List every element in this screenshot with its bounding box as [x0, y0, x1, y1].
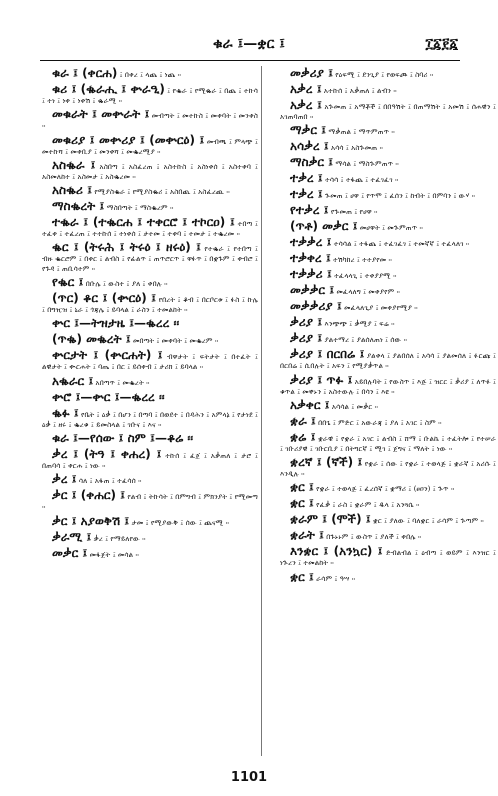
headword: ቋሬ ፤ [290, 429, 316, 444]
dictionary-entry [280, 512, 496, 526]
dictionary-entry [42, 332, 258, 346]
headword: መቃር ፤ [52, 545, 88, 560]
dictionary-entry [280, 235, 496, 249]
headword: እንቋር ፤ (አንኳር) ፤ [290, 544, 383, 559]
headword: (ጥቶ) መቃር ፤ [290, 219, 358, 234]
gloss: ተኩሰ ፤ ፈጀ ፤ አቃጠለ ፤ ታሮ ፤ በጠባሳ ፤ ቀርሐ ፤ ነው ፡፡ [42, 450, 258, 470]
gloss: ጕመጠ ፤ ሀዋ ፤ የጥሞ ፤ ፈሰን ፤ ከብት ፤ በምባን ፤ ውሃ ፡፡ [325, 191, 476, 201]
headword: ተቃረ ፤ [290, 187, 323, 202]
left-column [42, 66, 258, 562]
page-header [0, 36, 498, 58]
dictionary-entry [42, 82, 258, 105]
dictionary-entry [42, 183, 258, 197]
headword: ቋራት ፤ [290, 528, 324, 543]
headword: ቃር ፤ (ቀሐር) ፤ [52, 488, 126, 503]
dictionary-entry [42, 488, 258, 511]
headword: መቃቃር ፤ [290, 283, 335, 298]
headword: የቈር ፤ [52, 275, 84, 290]
gloss: በበጌ ፤ ምድር ፤ አውራጃ ፤ ያለ ፤ አገር ፤ ስም ፡፡ [318, 417, 442, 427]
dictionary-entry [280, 544, 496, 567]
dictionary-entry [280, 299, 496, 313]
gloss: ተፈላላጊ ፤ ተቀያያሚ ፡፡ [334, 271, 397, 281]
headword: መቃቃሪያ ፤ [290, 299, 342, 314]
gloss: አተኩሰ ፤ አቃጠለ ፤ ልብን ፡፡ [323, 86, 397, 95]
ethiopic-page-number: ፲፩፻፩ [425, 36, 458, 52]
gloss: ማሳል ፤ ማስጕምጠጥ ፡፡ [335, 159, 399, 169]
gloss: መሀዋት ፤ መጕምጠጥ ፡፡ [359, 223, 423, 233]
dictionary-entry [280, 66, 496, 80]
headword: አቃረ ፤ [290, 98, 322, 112]
dictionary-entry [280, 283, 496, 297]
gloss: ፤ በቀረ ፤ ላጨ ፤ ነጨ ፡፡ [119, 70, 182, 79]
dictionary-entry [280, 98, 496, 121]
headword: አቃቀር ፤ [290, 397, 330, 412]
headword: ቁራ ፤ (ቀርሐ) [52, 66, 118, 80]
dictionary-entry [280, 570, 496, 584]
gloss: የተቈራ ፤ የተበጣ ፤ ብዙ ቈርሮም ፤ በቀር ፤ ልብስ ፤ የፊልጥ ፤ ጠጥሮርጥ ፤ ዋፉጥ ፤ በቋጉም ፤ ቀብሮ ፤ የጉዳ ፤ ጠቢሳተም ፡፡ [42, 244, 258, 273]
headword: (ጥቈ) መቈረት ፤ [52, 332, 131, 347]
headword: ማስቈረት ፤ [52, 199, 105, 214]
dictionary-entry [280, 398, 496, 412]
headword: ተቈራ ፤ (ተቈርሐ ፤ ተቀርሮ ፤ ተኮርዐ) ፤ [52, 215, 235, 230]
gloss: መፈላለግ ፤ መቀያየም ፡፡ [336, 287, 400, 297]
dictionary-entry [280, 123, 496, 137]
headword: ቋራም ፤ (ሞች) ፤ [290, 512, 371, 527]
headword: ቈፉ ፤ [52, 405, 79, 420]
dictionary-entry [42, 66, 258, 80]
gloss: ቋራዊ ፤ የቋራ ፤ አገር ፤ ልብስ ፤ ሸማ ፤ ቡልኬ ፤ ተፈትሎ ፤ የተሠራ ፤ ገቡሪያዊ ፤ ገቡርቢያ ፤ በትግርኛ ፤ ሚገ ፤ ጀግና ፤ ማለት ፤ ነው ፡፡ [280, 433, 496, 453]
gloss: እንጭጭ ፤ ቃሚያ ፤ ፍሬ ፡፡ [324, 319, 395, 329]
gloss: ቃረ ፤ የማይለየው ፡፡ [93, 533, 146, 543]
gloss: የጕመጠ ፤ የሀዋ ፡፡ [330, 207, 378, 217]
gloss: የበረት ፤ ቆብ ፤ በርቦርቱ ፤ ፉስ ፤ ኩሌ ፤ በግዢዝ ፤ ኒራ ፤ ጎጃሌ ፤ ይባላል ፤ ራስን ፤ ተመልከት ፡፡ [42, 295, 258, 315]
headword: ማስቃር ፤ [290, 155, 334, 170]
headword: ቃሪያ ፤ [290, 315, 323, 330]
dictionary-entry [280, 187, 496, 201]
gloss: የፈቃ ፤ ራስ ፤ ቋራም ፤ ዱላ ፤ አንጓሴ ፡፡ [316, 500, 420, 510]
gloss: ማቃጠል ፤ ማጥምጠጥ ፡፡ [328, 127, 395, 137]
dictionary-entry [280, 414, 496, 428]
gloss: የቤት ፤ ዕቃ ፤ በሆን ፤ በጣባ ፤ በወደተ ፤ በዳሕን ፤ አምላኔ ፤ የታነደ ፤ ዕቃ ፤ ዘሩ ፤ ቈረቁ ፤ ይመስላል ፤ ገቡና ፤ እና ፡፡ [42, 409, 258, 429]
gloss: መብጣት ፤ መተኩስ ፤ መቀባት ፤ መንቀስ ፡፡ [42, 111, 258, 131]
dictionary-entry [42, 406, 258, 429]
headword: ቋራ ፤ [290, 413, 316, 428]
dictionary-entry [42, 546, 258, 560]
headword: ቍሮ ፤—ቍር ፤—ቈረረ ፡፡ [52, 389, 165, 404]
dictionary-entry [42, 158, 258, 181]
dictionary-entry [280, 315, 496, 329]
gloss: ያልቀላ ፤ ያልበሰለ ፤ አሳሳ ፤ ያልመሰለ ፤ ፉርጩ ፤ በርበሬ ፤ ሲበሉት ፤ አፍን ፤ የሚያቃጥል ፡፡ [280, 351, 496, 371]
dictionary-entry [280, 155, 496, 169]
gloss: አሳሳ ፤ አስጕመጠ ፡፡ [330, 143, 383, 153]
headword: ቋር ፤ [290, 569, 314, 584]
gloss: የሚያስቈራ ፤ የሚያስቈሪ ፤ አስበጪ ፤ አስፈረጪ ፡፡ [94, 187, 230, 197]
running-head: ቁራ ፤—ቋር ፤ [213, 36, 285, 52]
dictionary-entry [42, 215, 258, 238]
dictionary-entry [280, 373, 496, 396]
headword: ቈር ፤ (ትሩሕ ፤ ትሩዕ ፤ ዘሩዕ) ፤ [52, 240, 201, 255]
headword: አሳቃረ ፤ [290, 139, 329, 154]
gloss: መፋጀት ፤ መሳል ፡፡ [89, 549, 139, 559]
gloss: አስበጣ ፤ አስፈረጠ ፤ አስተኩስ ፤ አስነቀሰ ፤ አስተቀባ ፤ አስመለከተ ፤ አስመታ ፤ አስቈረመ ፡፡ [42, 161, 258, 181]
dictionary-entry [42, 431, 258, 445]
headword: መቃሪያ ፤ [290, 66, 333, 80]
dictionary-entry [42, 107, 258, 130]
headword: ቃረ ፤ (ትዓ ፤ ቀሐረ) ፤ [52, 446, 162, 461]
page-number: 1101 [230, 770, 268, 785]
dictionary-entry [280, 267, 496, 281]
gloss: ተሽካከረ ፤ ተተያየመ ፡፡ [333, 255, 392, 265]
headword: ቍር ፤—ትዝታዜ ፤—ቈረረ ፡፡ [52, 316, 180, 331]
headword: ተቃቀረ ፤ [290, 251, 331, 266]
dictionary-entry [280, 219, 496, 233]
gloss: ድብልብል ፤ ዕብጣ ፤ ወይም ፤ እንዝር ፤ ነጕረን ፤ ተመልከት ፡፡ [280, 548, 496, 568]
gloss: ማስበጣት ፤ ማስቈረም ፡፡ [106, 203, 174, 213]
gloss: አጕመጠ ፤ አማቾች ፤ በበዓሽት ፤ በጠማሽት ፤ አመሽ ፤ ሰሐዊን ፤ አገጠባጠበ ፡፡ [280, 102, 496, 121]
gloss: ተሳሳል ፤ ተፋጨ ፤ ተፈገፈገ ፤ ተመኛኛ ፤ ተፈላለገ ፡፡ [333, 239, 470, 249]
header-rule [40, 60, 460, 61]
dictionary-entry [280, 430, 496, 453]
headword: ቁራ ፤—የሰው ፤ ስም ፤—ቆሬ ፡፡ [52, 430, 194, 445]
dictionary-entry [42, 530, 258, 544]
gloss: ተሳሳ ፤ ተፋጨ ፤ ተፈገፈገ ፡፡ [325, 175, 399, 185]
dictionary-entry [280, 480, 496, 494]
headword: ተቃቃሪ ፤ [290, 267, 332, 282]
dictionary-entry [280, 203, 496, 217]
dictionary-entry [42, 374, 258, 388]
gloss: በቡሌ ፤ ውስተ ፤ ያለ ፤ ቀበሉ ፡፡ [85, 279, 168, 289]
dictionary-entry [42, 133, 258, 156]
dictionary-entry [280, 455, 496, 478]
dictionary-entry [42, 240, 258, 273]
column-divider [261, 66, 262, 756]
gloss: ብዋታት ፤ ፍትታት ፤ በተፈት ፤ ልዊታት ፤ ቍርሐት ፤ ባጤ ፤ በር ፤ ይሰቀብ ፤ ታሪክ ፤ ይባላል ፡፡ [42, 352, 258, 372]
dictionary-entry [42, 472, 258, 486]
headword: ተቃቃረ ፤ [290, 235, 332, 250]
gloss: ቋር ፤ ያለው ፤ ባለቋር ፤ ራሳም ፤ ጕጣም ፡፡ [373, 516, 484, 526]
dictionary-entry [280, 347, 496, 370]
gloss: ታመ ፤ የሚያውቅ ፤ ሰው ፤ ጨናሚ ፡፡ [131, 517, 230, 527]
dictionary-entry [42, 514, 258, 528]
headword: አስቈራ ፤ [52, 157, 96, 172]
gloss: አሳሳል ፤ መቃር ፡፡ [331, 401, 379, 411]
headword: ቃሪያ ፤ [290, 331, 323, 346]
headword: የተቃረ ፤ [290, 203, 329, 218]
gloss: ፤ የቈራ ፤ የሚቈራ ፤ በጨ ፤ ተኩሳ ፤ ተነ ፤ ነቀ ፤ ነቀሽ ፤ ቈራሚ ፡፡ [42, 86, 258, 105]
headword: አቃረ ፤ [290, 82, 322, 96]
dictionary-entry [280, 496, 496, 510]
headword: ማቃር ፤ [290, 123, 327, 138]
gloss: ሳለ ፤ አፋጠ ፤ ተፈሳሰ ፡፡ [78, 476, 142, 486]
headword: መቁሪያ ፤ መቍሪያ ፤ (መቍርዕ) ፤ [52, 132, 205, 147]
dictionary-entry [280, 331, 496, 345]
gloss: የቋራ ፤ ሰው ፤ የቋራ ፤ ተወላጅ ፤ ቋራኛ ፤ አሪሱ ፤ እንዲሉ ፡፡ [280, 459, 496, 479]
dictionary-entry [42, 275, 258, 289]
right-column [280, 66, 496, 586]
headword: (ጥር) ቆር ፤ (ቍርዕ) ፤ [52, 291, 157, 306]
gloss: መበጣት ፤ መቀባት ፤ መቈረም ፡፡ [133, 336, 219, 346]
dictionary-entry [280, 171, 496, 185]
headword: ቋር ፤ [290, 496, 314, 511]
gloss: መፈላለጊያ ፤ መቀያየሚያ ፡፡ [344, 303, 418, 313]
headword: አስቈሪ ፤ [52, 183, 93, 198]
gloss: ያልተማረ ፤ ያልሰለጠነ ፤ ሰው ፡፡ [324, 335, 408, 345]
dictionary-entry [280, 528, 496, 542]
headword: መቁራት ፤ መቍራት ፤ [52, 107, 150, 122]
headword: ቃሪያ ፤ በርበሬ ፤ [290, 347, 365, 362]
dictionary-entry [280, 251, 496, 265]
gloss: ራሳም ፤ ዓሣ ፡፡ [316, 573, 356, 583]
gloss: አይበሉባት ፤ የውስጥ ፤ እጅ ፤ ዝርር ፤ ቃሪያ ፤ ለጥፉ ፤ ቁጥል ፤ መቐኑን ፤ አስተውሉ ፤ በሳን ፤ እዩ ፡፡ [280, 376, 496, 396]
headword: ተቃረ ፤ [290, 171, 323, 186]
headword: ቃር ፤ አያወቅሽ ፤ [52, 513, 130, 528]
headword: ቋር ፤ [290, 480, 314, 495]
dictionary-entry [42, 316, 258, 330]
dictionary-entry [42, 390, 258, 404]
dictionary-entry [42, 348, 258, 371]
dictionary-entry [42, 447, 258, 470]
headword: ቃረ ፤ [52, 472, 77, 487]
headword: ቍርታት ፤ (ቍርሐት) ፤ [52, 348, 163, 363]
dictionary-entry [42, 291, 258, 314]
gloss: መብጫ ፤ ምላጭ ፤ መተኩሻ ፤ መቀቢያ ፤ መንቀሻ ፤ መቈረሚያ ፡፡ [42, 136, 258, 156]
gloss: የልብ ፤ ትኩሳት ፤ በምግብ ፤ ምክንያት ፤ የሚመጣ ፡፡ [42, 492, 258, 512]
dictionary-entry [280, 139, 496, 153]
gloss: በጉኑኑም ፤ ውስጥ ፤ ያለች ፤ ቀበሌ ፡፡ [326, 532, 422, 542]
headword: ቃሪያ ፤ ጥፉ ፤ [290, 372, 353, 387]
gloss: የቋራ ፤ ተወላጅ ፤ ፈረሰኛ ፤ ቋማሪ ፤ (ፀዐን) ፤ ጕጥ ፡፡ [316, 484, 455, 494]
dictionary-entry [42, 199, 258, 213]
headword: አቈራር ፤ [52, 373, 94, 388]
dictionary-entry [280, 82, 496, 96]
headword: ቋረኛ ፤ (ኛች) ፤ [290, 455, 363, 470]
gloss: ተበጣ ፤ ተፈቀ ፤ ተፈረጠ ፤ ተተኩሰ ፤ ተነቀሰ ፤ ታተመ ፤ ተቀባ ፤ ተመታ ፤ ተቈረመ ፡፡ [42, 219, 258, 239]
headword: ቃራሚ ፤ [52, 529, 92, 544]
gloss: የዕፍሚ ፤ ደንጊያ ፤ የወፍጮ ፤ ስባሪ ፡፡ [335, 70, 434, 79]
headword: ቁሪ ፤ (ቈራሒ ፤ ቍራዒ) [52, 82, 165, 96]
gloss: አበጣጥ ፤ መቈረት ፡፡ [95, 377, 150, 387]
